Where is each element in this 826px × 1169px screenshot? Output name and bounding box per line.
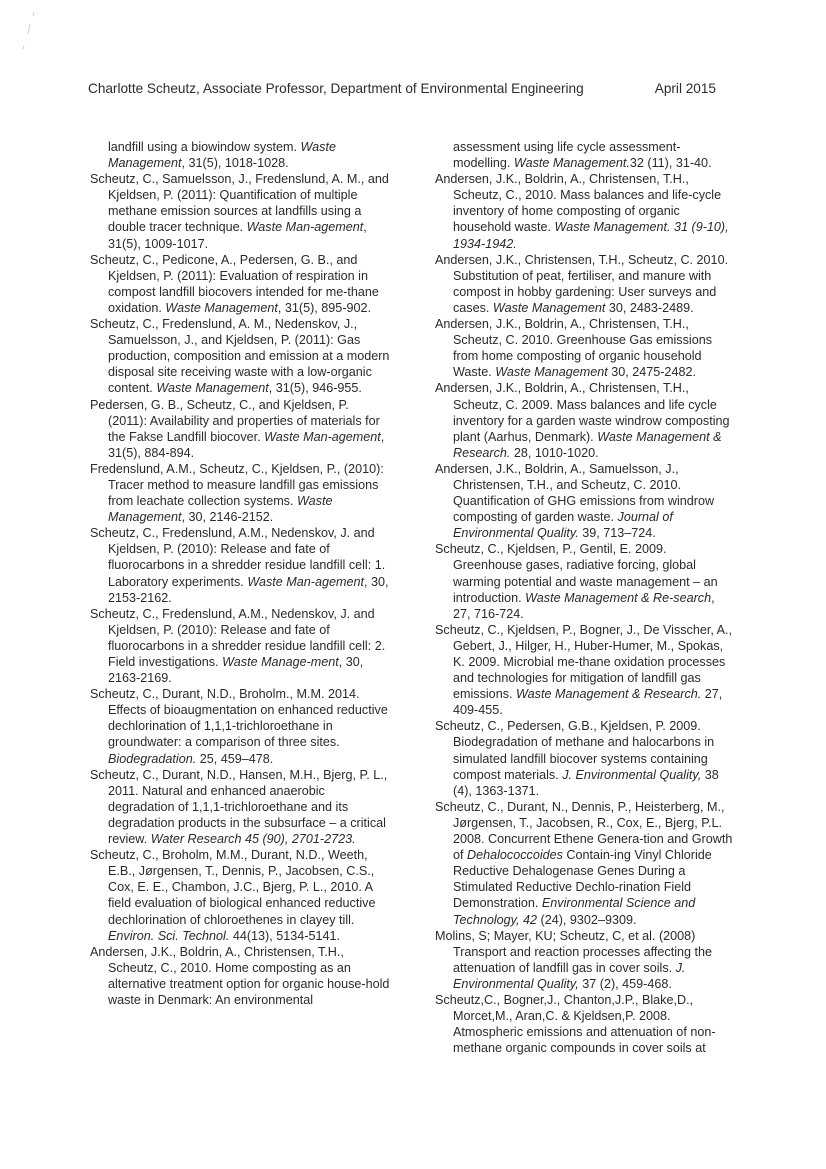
reference-text: 32 (11), 31-40.	[629, 156, 712, 171]
reference-source: Waste Management	[108, 494, 333, 525]
reference-source: Waste Management. 31 (9-10), 1934-1942.	[453, 220, 729, 251]
reference-source: Biodegradation.	[108, 751, 197, 766]
reference-text: Scheutz, C., Pedicone, A., Pedersen, G. B., and Kjeldsen, P. (2011): Evaluation of respiration in compost landfill biocovers intended for me-thane oxidation.	[90, 252, 379, 315]
reference-entry	[90, 525, 390, 605]
references-right-column	[435, 139, 735, 1056]
reference-entry	[90, 847, 390, 944]
reference-entry	[435, 799, 735, 928]
reference-text: Scheutz, C., Fredenslund, A.M., Nedenskov, J. and Kjeldsen, P. (2010): Release and fate of fluorocarbons in a shredder residue landfill cell: 1. Laboratory experiments.	[90, 526, 386, 589]
reference-text: Scheutz, C., Kjeldsen, P., Bogner, J., De Visscher, A., Gebert, J., Hilger, H., Huber-Humer, M., Spokas, K. 2009. Microbial me-thane oxidation processes and technologies for mitigation of landfill gas emissions.	[435, 622, 733, 702]
reference-entry	[90, 461, 390, 525]
reference-text: 37 (2), 459-468.	[578, 976, 672, 991]
reference-text: Scheutz, C., Fredenslund, A. M., Nedenskov, J., Samuelsson, J., and Kjeldsen, P. (2011): Gas production, composition and emission at a modern disposal site receiving waste with a low-organic content.	[90, 317, 390, 396]
reference-source: Waste Management	[165, 300, 278, 315]
reference-source: Journal of Environmental Quality.	[453, 510, 673, 541]
reference-entry	[435, 622, 735, 719]
reference-text: , 31(5), 884-894.	[108, 429, 385, 460]
reference-text: 30, 2483-2489.	[605, 300, 694, 315]
reference-text: , 31(5), 1009-1017.	[108, 220, 367, 251]
reference-text: , 27, 716-724.	[453, 590, 715, 621]
reference-entry	[435, 380, 735, 460]
reference-entry	[90, 171, 390, 251]
reference-entry	[435, 928, 735, 992]
reference-text: Pedersen, G. B., Scheutz, C., and Kjeldsen, P. (2011): Availability and properties of materials for the Fakse Landfill biocover.	[90, 397, 380, 444]
reference-source: Waste Management	[156, 381, 269, 396]
reference-text: Scheutz, C., Samuelsson, J., Fredenslund, A. M., and Kjeldsen, P. (2011): Quantification of multiple methane emission sources at landfills using a double tracer technique.	[90, 172, 389, 235]
reference-text: , 30, 2146-2152.	[181, 510, 274, 525]
reference-source: Waste Management & Research.	[453, 429, 722, 460]
reference-source: Waste Man-agement	[264, 429, 381, 444]
reference-source: Waste Management	[108, 140, 336, 171]
reference-text: Contain-ing Vinyl Chloride Reductive Dehalogenase Genes During a Stimulated Reductive Dechlo-rination Field Demonstration.	[453, 848, 712, 911]
reference-entry	[90, 767, 390, 847]
reference-entry	[435, 541, 735, 621]
reference-entry	[435, 316, 735, 380]
reference-text: Scheutz, C., Durant, N.D., Broholm., M.M. 2014. Effects of bioaugmentation on enhanced reductive dechlorination of 1,1,1-trichloroethane in groundwater: a comparison of three sites.	[90, 687, 388, 750]
reference-text: , 30, 2163-2169.	[108, 655, 364, 686]
reference-text: 44(13), 5134-5141.	[229, 928, 340, 943]
reference-text: 27, 409-455.	[453, 687, 723, 718]
reference-source: Water Research 45 (90), 2701-2723.	[150, 832, 356, 847]
reference-entry	[90, 252, 390, 316]
reference-text: , 31(5), 946-955.	[268, 381, 362, 396]
reference-text: , 30, 2153-2162.	[108, 574, 389, 605]
reference-text: Andersen, J.K., Boldrin, A., Samuelsson, J., Christensen, T.H., and Scheutz, C. 2010. Quantification of GHG emissions from windrow composting of garden waste.	[435, 461, 715, 525]
reference-entry	[435, 139, 735, 171]
reference-source: Waste Man-agement	[246, 220, 364, 235]
reference-text: assessment using life cycle assessment-modelling.	[453, 140, 681, 171]
reference-source: J. Environmental Quality,	[562, 767, 702, 782]
reference-text: Scheutz, C., Durant, N.D., Hansen, M.H., Bjerg, P. L., 2011. Natural and enhanced anaerobic degradation of 1,1,1-trichloroethane and its degradation products in the subsurface – a critical review.	[90, 767, 388, 847]
reference-source: Waste Management	[495, 365, 608, 380]
reference-text: 38 (4), 1363-1371.	[453, 767, 719, 798]
reference-text: Scheutz, C., Fredenslund, A.M., Nedenskov, J. and Kjeldsen, P. (2010): Release and fate of fluorocarbons in a shredder residue landfill cell: 2. Field investigations.	[90, 606, 386, 669]
reference-entry	[90, 316, 390, 396]
reference-text: Andersen, J.K., Christensen, T.H., Scheutz, C. 2010. Substitution of peat, fertiliser, and manure with compost in hobby gardening: User surveys and cases.	[435, 252, 729, 315]
reference-text: , 31(5), 1018-1028.	[181, 156, 289, 171]
reference-source: Waste Management & Re-search	[525, 590, 712, 605]
reference-text: Andersen, J.K., Boldrin, A., Christensen, T.H., Scheutz, C. 2010. Greenhouse Gas emissions from home composting of organic household Waste.	[435, 317, 713, 380]
reference-source: Waste Manage-ment	[222, 655, 339, 669]
reference-text: Scheutz, C., Pedersen, G.B., Kjeldsen, P. 2009. Biodegradation of methane and halocarbons in simulated landfill biocover systems containing compost materials.	[435, 719, 715, 782]
reference-source: Waste Man-agement	[247, 574, 364, 589]
reference-source: Environ. Sci. Technol.	[108, 928, 230, 943]
header-author: Charlotte Scheutz, Associate Professor, Department of Environmental Engineering	[88, 81, 584, 96]
reference-text: Scheutz, C., Broholm, M.M., Durant, N.D., Weeth, E.B., Jørgensen, T., Dennis, P., Jacobsen, C.S., Cox, E. E., Chambon, J.C., Bjerg, P. L., 2010. A field evaluation of biological enhanced reductive dechlorination of chloroethenes in clayey till.	[90, 848, 376, 927]
reference-text: landfill using a biowindow system.	[108, 140, 301, 154]
reference-text: 28, 1010-1020.	[510, 445, 599, 460]
reference-text: 30, 2475-2482.	[607, 365, 696, 380]
reference-source: Dehalococcoides	[467, 848, 563, 863]
reference-entry	[90, 606, 390, 686]
reference-entry	[90, 397, 390, 461]
reference-text: Scheutz, C., Kjeldsen, P., Gentil, E. 2009. Greenhouse gases, radiative forcing, global warming potential and waste management – an introduction.	[435, 542, 718, 605]
reference-entry	[435, 718, 735, 798]
reference-text: Scheutz, C., Durant, N., Dennis, P., Heisterberg, M., Jørgensen, T., Jacobsen, R., Cox, E., Bjerg, P.L. 2008. Concurrent Ethene Genera-tion and Growth of	[435, 799, 733, 863]
scan-mark-icon	[18, 10, 40, 50]
reference-entry	[435, 252, 735, 316]
references-left-column	[90, 139, 390, 1008]
header-date: April 2015	[654, 81, 716, 96]
reference-source: J. Environmental Quality,	[453, 960, 686, 991]
reference-text: Andersen, J.K., Boldrin, A., Christensen, T.H., Scheutz, C., 2010. Mass balances and life-cycle inventory of home composting of organic household waste.	[435, 172, 722, 235]
reference-text: Andersen, J.K., Boldrin, A., Christensen, T.H., Scheutz, C., 2010. Home composting as an alternative treatment option for organic house-hold waste in Denmark: An environmental	[90, 944, 390, 1007]
reference-source: Waste Management	[492, 300, 606, 315]
reference-entry	[90, 686, 390, 766]
reference-source: Environmental Science and Technology, 42	[453, 896, 696, 927]
reference-text: Scheutz,C., Bogner,J., Chanton,J.P., Blake,D., Morcet,M., Aran,C. & Kjeldsen,P. 2008. Atmospheric emissions and attenuation of non-methane organic compounds in cover soils at	[435, 992, 716, 1056]
reference-text: , 31(5), 895-902.	[277, 300, 372, 315]
reference-text: (24), 9302–9309.	[537, 912, 637, 927]
reference-entry	[435, 171, 735, 251]
reference-text: Fredenslund, A.M., Scheutz, C., Kjeldsen, P., (2010): Tracer method to measure landfill gas emissions from leachate collection systems.	[90, 461, 384, 509]
reference-source: Waste Management & Research.	[516, 687, 702, 702]
reference-entry	[435, 992, 735, 1056]
reference-text: Molins, S; Mayer, KU; Scheutz, C, et al. (2008) Transport and reaction processes affecting the attenuation of landfill gas in cover soils.	[435, 928, 713, 975]
reference-entry	[435, 461, 735, 541]
reference-entry	[90, 944, 390, 1008]
reference-text: Andersen, J.K., Boldrin, A., Christensen, T.H., Scheutz, C. 2009. Mass balances and life cycle inventory for a garden waste windrow composting plant (Aarhus, Denmark).	[435, 381, 730, 444]
reference-text: 39, 713–724.	[578, 526, 656, 541]
reference-source: Waste Management.	[513, 156, 630, 171]
reference-text: 25, 459–478.	[196, 751, 274, 766]
reference-entry	[90, 139, 390, 171]
